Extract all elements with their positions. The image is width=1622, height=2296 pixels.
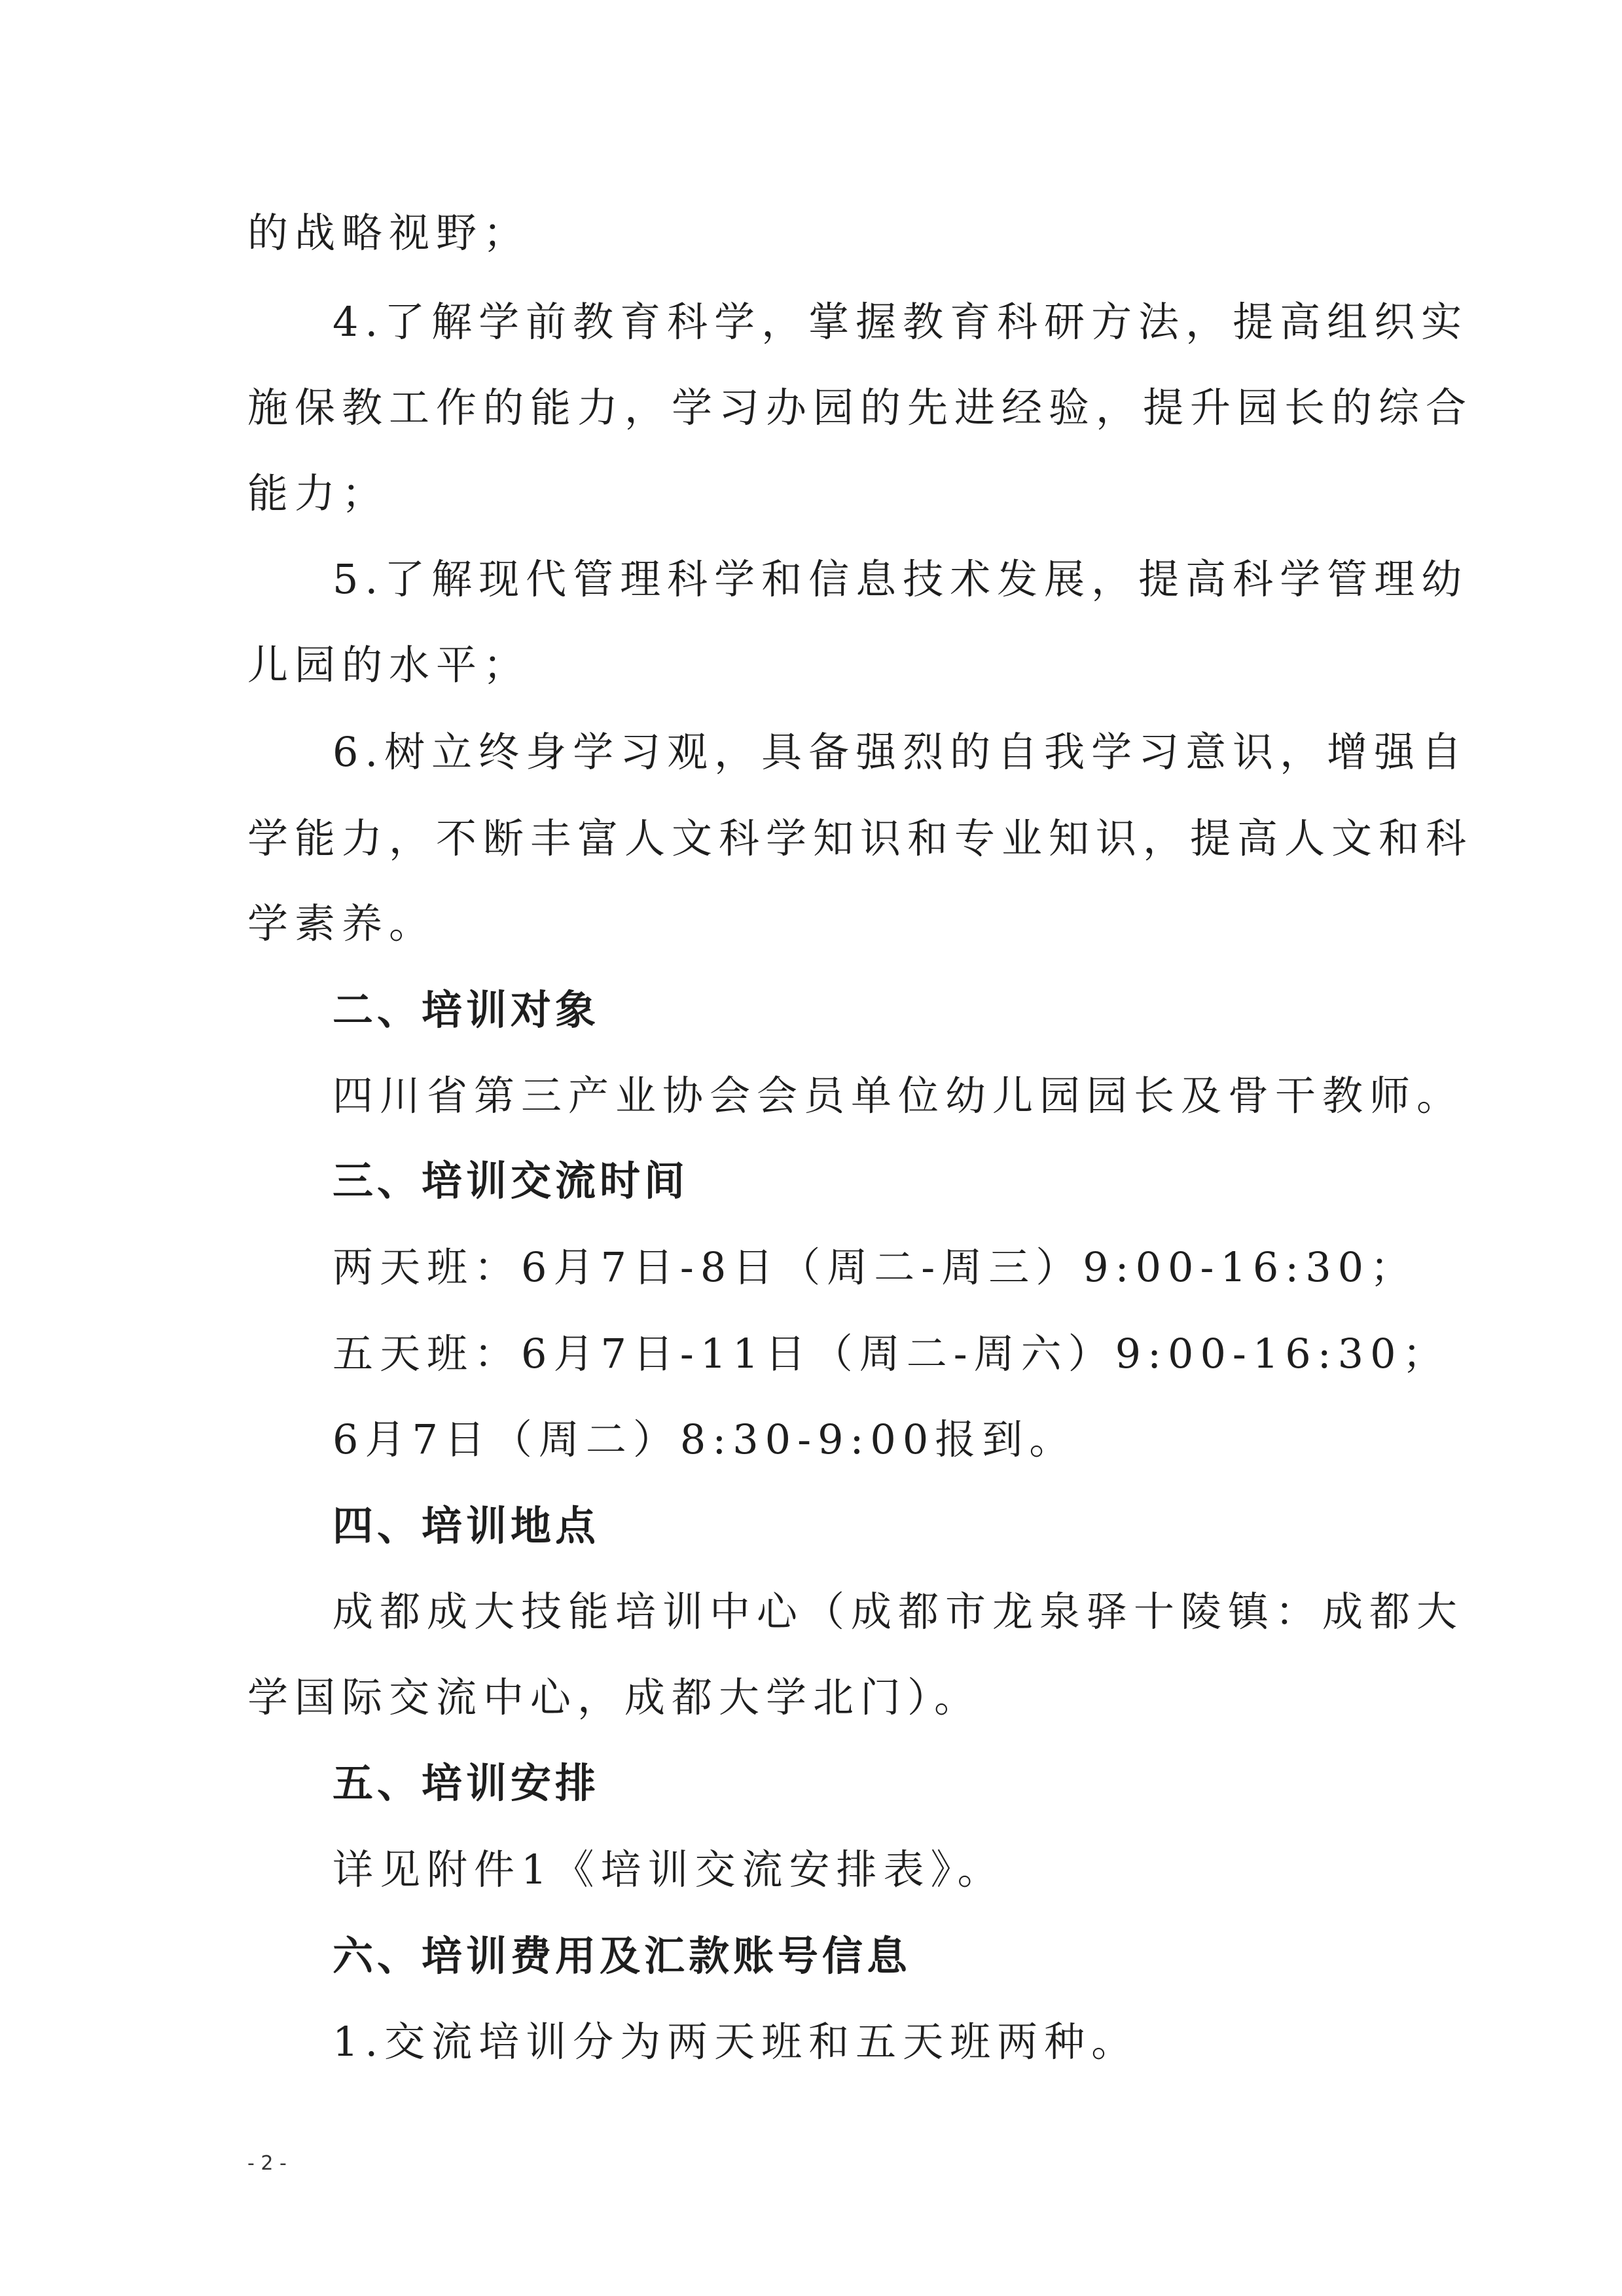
text-line: 五天班：6月7日-11日（周二-周六）9:00-16:30； [333, 1330, 1450, 1377]
text-line: 1.交流培训分为两天班和五天班两种。 [333, 2018, 1139, 2066]
section-heading: 六、培训费用及汇款账号信息 [333, 1932, 912, 1980]
text-line: 6月7日（周二）8:30-9:00报到。 [333, 1415, 1077, 1463]
section-heading: 五、培训安排 [333, 1759, 600, 1807]
text-line: 学素养。 [247, 900, 437, 947]
text-line: 施保教工作的能力，学习办园的先进经验，提升园长的综合 [247, 384, 1473, 431]
text-line: 学国际交流中心，成都大学北门）。 [247, 1673, 982, 1721]
text-line: 儿园的水平； [247, 641, 531, 689]
section-heading: 四、培训地点 [333, 1502, 600, 1550]
text-line: 5.了解现代管理科学和信息技术发展，提高科学管理幼 [333, 555, 1469, 603]
text-line: 详见附件1《培训交流安排表》。 [333, 1846, 1005, 1893]
section-heading: 三、培训交流时间 [333, 1157, 689, 1205]
text-line: 的战略视野； [247, 209, 531, 257]
page-number: - 2 - [247, 2152, 287, 2175]
text-line: 成都成大技能培训中心（成都市龙泉驿十陵镇：成都大 [333, 1588, 1464, 1635]
text-line: 学能力，不断丰富人文科学知识和专业知识，提高人文和科 [247, 814, 1473, 862]
text-line: 6.树立终身学习观，具备强烈的自我学习意识，增强自 [333, 728, 1469, 776]
text-line: 四川省第三产业协会会员单位幼儿园园长及骨干教师。 [333, 1072, 1464, 1120]
text-line: 能力； [247, 469, 389, 517]
text-line: 两天班：6月7日-8日（周二-周三）9:00-16:30； [333, 1243, 1418, 1291]
section-heading: 二、培训对象 [333, 986, 600, 1034]
text-line: 4.了解学前教育科学，掌握教育科研方法，提高组织实 [333, 298, 1469, 346]
